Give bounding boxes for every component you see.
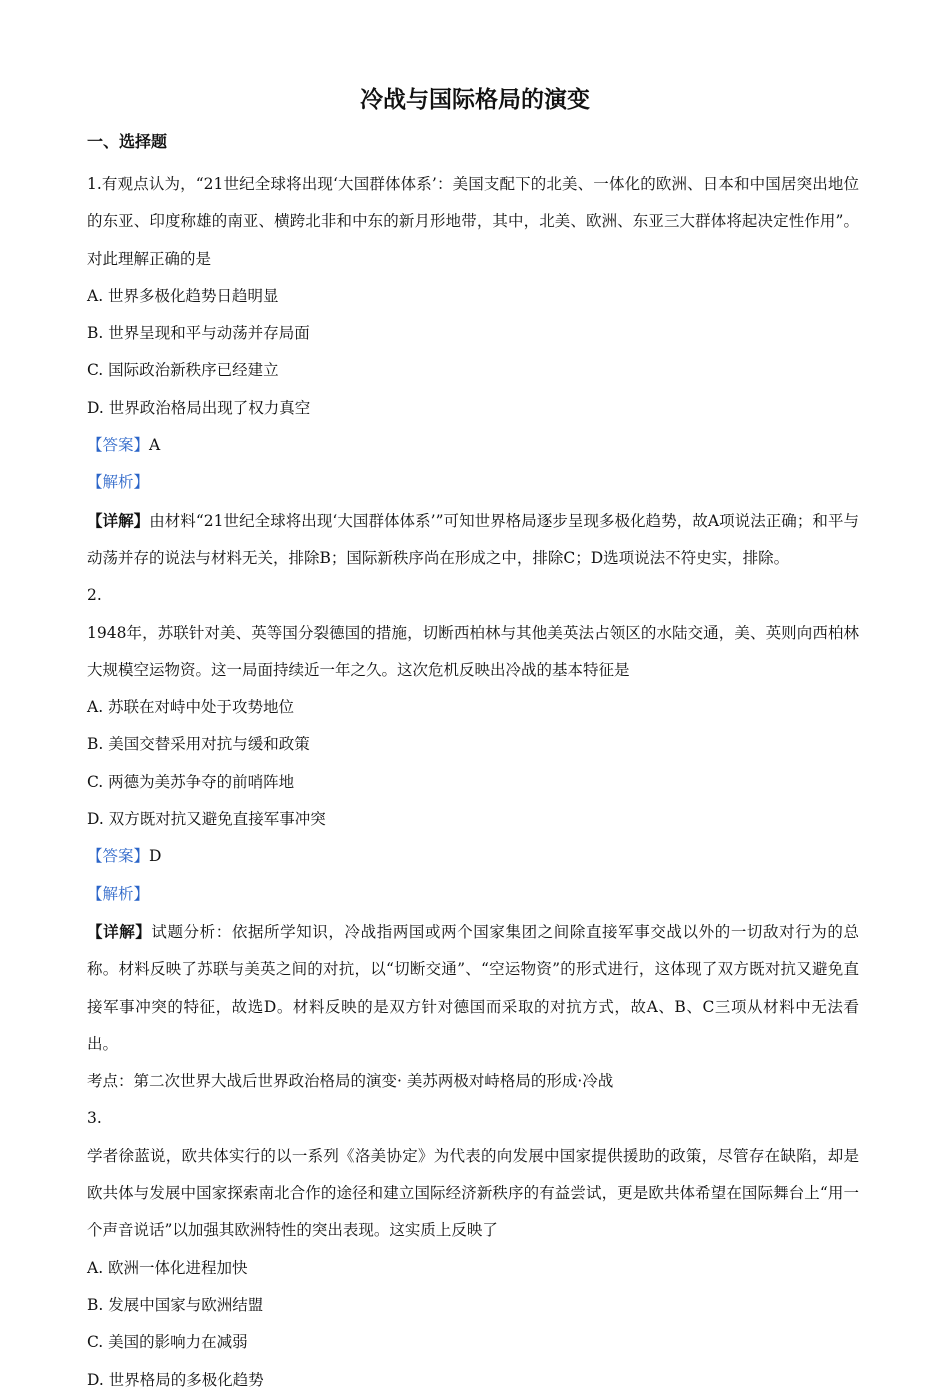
question-list xyxy=(87,166,859,1399)
analysis-tag: 【解析】 xyxy=(87,884,150,903)
question-stem: 1.有观点认为，“21世纪全球将出现‘大国群体体系’：美国支配下的北美、一体化的欧洲、日本和中国居突出地位的东亚、印度称雄的南亚、横跨北非和中东的新月形地带，其中，北美、欧洲、东亚三大群体将起决定性作用”。对此理解正确的是 xyxy=(87,175,859,268)
options xyxy=(87,689,859,838)
answer-value: A xyxy=(149,436,161,455)
option-d: D. 双方既对抗又避免直接军事冲突 xyxy=(87,810,326,829)
analysis-line xyxy=(87,876,859,913)
detail-paragraph xyxy=(87,913,859,1063)
section-heading: 一、选择题 xyxy=(87,132,168,151)
answer-tag: 【答案】 xyxy=(87,436,150,455)
option-c: C. 两德为美苏争夺的前哨阵地 xyxy=(87,772,295,791)
kaodian-line: 考点：第二次世界大战后世界政治格局的演变· 美苏两极对峙格局的形成·冷战 xyxy=(87,1072,614,1091)
question-1 xyxy=(87,166,859,577)
option-c: C. 美国的影响力在减弱 xyxy=(87,1333,248,1352)
option-a: A. 世界多极化趋势日趋明显 xyxy=(87,286,279,305)
question-3 xyxy=(87,1100,859,1398)
option-d: D. 世界格局的多极化趋势 xyxy=(87,1370,264,1389)
answer-line xyxy=(87,427,859,464)
option-a: A. 苏联在对峙中处于攻势地位 xyxy=(87,698,295,717)
page-title: 冷战与国际格局的演变 xyxy=(360,86,590,113)
detail-paragraph xyxy=(87,502,859,578)
option-c: C. 国际政治新秩序已经建立 xyxy=(87,361,279,380)
detail-tag: 【详解】 xyxy=(87,921,152,941)
option-b: B. 美国交替采用对抗与缓和政策 xyxy=(87,735,310,754)
question-stem: 1948年，苏联针对美、英等国分裂德国的措施，切断西柏林与其他美英法占领区的水陆交通，美、英则向西柏林大规模空运物资。这一局面持续近一年之久。这次危机反映出冷战的基本特征是 xyxy=(87,623,859,679)
answer-line xyxy=(87,838,859,875)
detail-text: 试题分析：依据所学知识，冷战指两国或两个国家集团之间除直接军事交战以外的一切敌对行为的总称。材料反映了苏联与美英之间的对抗，以“切断交通”、“空运物资”的形式进行，这体现了双方既对抗又避免直接军事冲突的特征，故选D。材料反映的是双方针对德国而采取的对抗方式，故A、B、C三项从材料中无法看出。 xyxy=(87,922,859,1053)
option-b: B. 发展中国家与欧洲结盟 xyxy=(87,1295,264,1314)
question-number: 2. xyxy=(87,586,102,605)
option-b: B. 世界呈现和平与动荡并存局面 xyxy=(87,324,310,343)
answer-value: D xyxy=(149,847,162,866)
answer-tag: 【答案】 xyxy=(87,847,150,866)
analysis-line xyxy=(87,464,859,501)
analysis-tag: 【解析】 xyxy=(87,473,150,492)
question-stem: 学者徐蓝说，欧共体实行的以一系列《洛美协定》为代表的向发展中国家提供援助的政策，尽管存在缺陷，却是欧共体与发展中国家探索南北合作的途径和建立国际经济新秩序的有益尝试，更是欧共体希望在国际舞台上“用一个声音说话”以加强其欧洲特性的突出表现。这实质上反映了 xyxy=(87,1146,859,1240)
detail-tag: 【详解】 xyxy=(87,510,150,530)
question-2 xyxy=(87,577,859,1100)
option-d: D. 世界政治格局出现了权力真空 xyxy=(87,398,311,417)
question-number: 3. xyxy=(87,1109,102,1128)
option-a: A. 欧洲一体化进程加快 xyxy=(87,1258,248,1277)
options xyxy=(87,278,859,427)
detail-text: 由材料“21世纪全球将出现‘大国群体体系’”可知世界格局逐步呈现多极化趋势，故A项说法正确；和平与动荡并存的说法与材料无关，排除B；国际新秩序尚在形成之中，排除C；D选项说法不符史实，排除。 xyxy=(87,511,859,567)
options xyxy=(87,1250,859,1399)
